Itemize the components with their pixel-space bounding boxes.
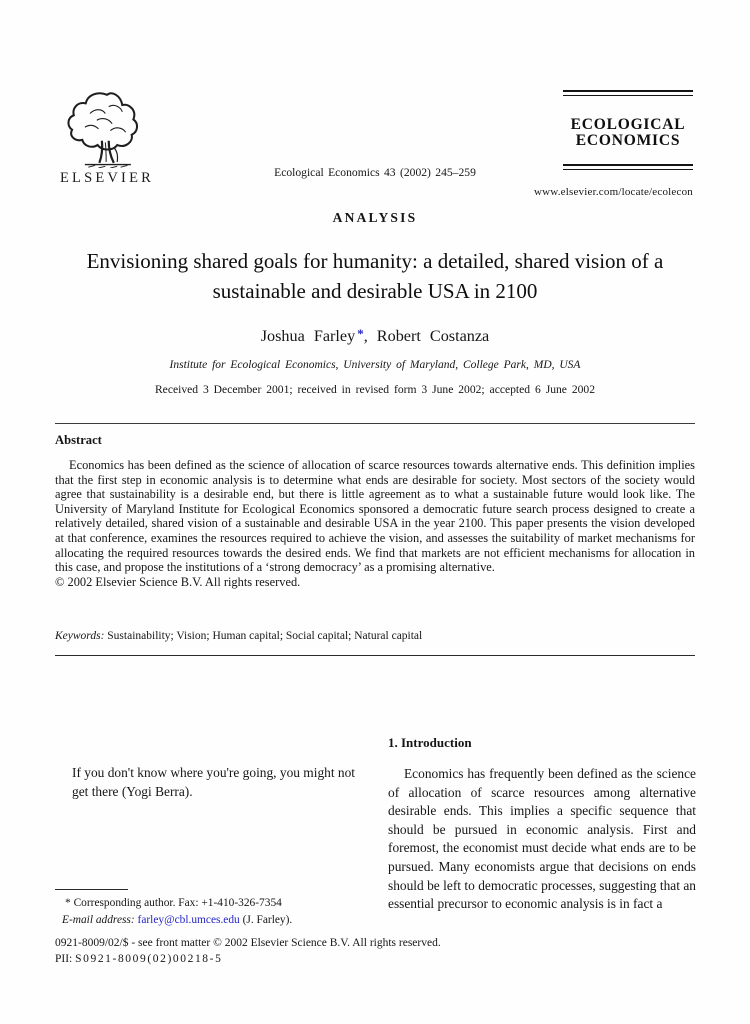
footnote-asterisk: * <box>65 897 71 909</box>
author-2: , Robert Costanza <box>363 327 490 345</box>
journal-name-line1: ECOLOGICAL <box>570 116 686 133</box>
email-label: E-mail address: <box>62 913 135 926</box>
abstract-text: Economics has been defined as the science of allocation of scarce resources towards alternative ends. This definition implies that the first step in economic analysis is to determine what ends are desirable for society. Most sectors of the society would agree that sustainability is a desirable end, but there is little agreement as to what a sustainable future would look like. The University of Maryland Institute for Ecological Economics sponsored a democratic future search process designed to create a relatively detailed, shared vision of a sustainable and desirable USA in the year 2100. This paper presents the vision developed at that conference, examines the resources required to achieve the vision, and assesses the suitability of market mechanisms for allocating the required resources towards the desired ends. We find that markets are not efficient mechanisms for allocation in this case, and propose the institutions of a ‘strong democracy’ as a promising alternative. <box>55 458 695 575</box>
section-1-heading: 1. Introduction <box>388 735 472 750</box>
abstract-block <box>55 458 695 589</box>
pii-code: S0921-8009(02)00218-5 <box>75 952 223 965</box>
abstract-bottom-rule <box>55 655 695 656</box>
masthead-bottom-rule <box>563 164 693 170</box>
journal-name-line2: ECONOMICS <box>575 132 681 150</box>
masthead-top-rule <box>563 90 693 96</box>
article-history: Received 3 December 2001; received in revised form 3 June 2002; accepted 6 June 2002 <box>154 383 596 396</box>
keywords-label: Keywords: <box>55 630 105 642</box>
footnote-corresponding-author <box>55 895 370 912</box>
publisher-name: ELSEVIER <box>59 170 155 186</box>
email-link[interactable]: farley@cbl.umces.edu <box>137 913 240 926</box>
elsevier-tree-icon <box>64 88 150 168</box>
abstract-top-rule <box>55 423 695 424</box>
affiliation: Institute for Ecological Economics, University of Maryland, College Park, MD, USA <box>169 359 581 371</box>
footnote <box>55 895 370 928</box>
journal-masthead <box>563 90 693 170</box>
pii-line <box>55 952 695 968</box>
front-matter-line: 0921-8009/02/$ - see front matter © 2002 Elsevier Science B.V. All rights reserved. <box>55 937 441 949</box>
section-1-paragraph: Economics has frequently been defined as the science of allocation of scarce resources among alternative desirable ends. This implies a specific sequence that should be pursued in economic analysis. First and foremost, the economist must decide what ends are to be pursued. Many economists argue that decisions on ends should be left to democratic processes, suggesting that an essential precursor to economic analysis is in fact a <box>388 766 696 912</box>
pii-label: PII: <box>55 952 73 965</box>
section-label: ANALYSIS <box>332 210 418 225</box>
abstract-copyright: © 2002 Elsevier Science B.V. All rights reserved. <box>55 574 301 589</box>
footnote-divider <box>55 889 128 890</box>
footnote-email-line <box>55 912 370 929</box>
abstract-heading: Abstract <box>55 433 102 447</box>
footnote-line1-text: Corresponding author. Fax: +1-410-326-7354 <box>73 897 282 909</box>
corresponding-author-asterisk-link[interactable]: * <box>357 326 364 341</box>
imprint <box>55 936 695 967</box>
author-line <box>0 326 750 346</box>
email-suffix: (J. Farley). <box>242 913 293 926</box>
keywords-text: Sustainability; Vision; Human capital; Social capital; Natural capital <box>107 630 423 642</box>
keywords-line <box>55 630 695 642</box>
author-1: Joshua Farley <box>260 327 356 345</box>
journal-citation: Ecological Economics 43 (2002) 245–259 <box>274 166 476 179</box>
journal-website-url: www.elsevier.com/locate/ecolecon <box>533 186 693 198</box>
epigraph-quote: If you don't know where you're going, you might not get there (Yogi Berra). <box>72 765 356 799</box>
article-title: Envisioning shared goals for humanity: a detailed, shared vision of a sustainable and desirable USA in 2100 <box>86 249 664 303</box>
journal-name <box>563 117 693 150</box>
